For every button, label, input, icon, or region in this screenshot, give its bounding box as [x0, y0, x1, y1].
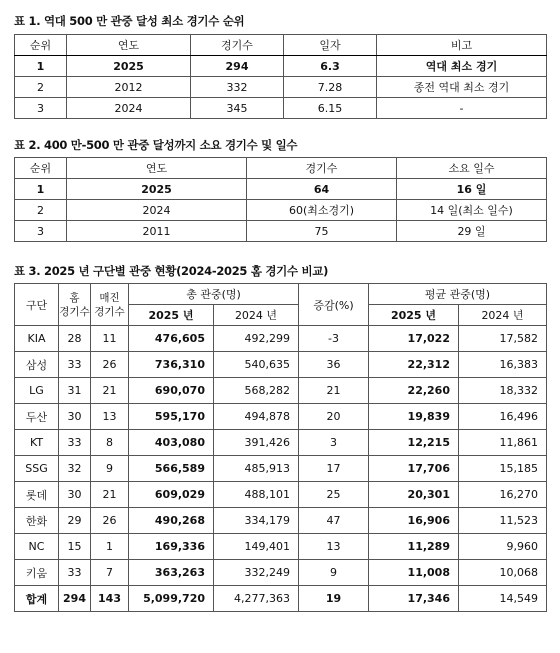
table-cell: 1 — [15, 179, 67, 200]
table-cell: 16,496 — [459, 404, 547, 430]
table-cell: 7 — [91, 560, 129, 586]
table-row — [15, 456, 547, 482]
table-cell: 595,170 — [129, 404, 214, 430]
table-cell: 11,523 — [459, 508, 547, 534]
table-cell: -3 — [299, 326, 369, 352]
table-cell: 11 — [91, 326, 129, 352]
table-cell: 488,101 — [214, 482, 299, 508]
table-cell: 2012 — [67, 77, 191, 98]
table-cell: 345 — [191, 98, 284, 119]
table-cell: 7.28 — [284, 77, 377, 98]
table2-header: 연도 — [67, 158, 247, 179]
table-cell: 29 — [59, 508, 91, 534]
table-cell: 33 — [59, 560, 91, 586]
table-cell: 169,336 — [129, 534, 214, 560]
table-cell: 종전 역대 최소 경기 — [377, 77, 547, 98]
table-cell: 1 — [15, 56, 67, 77]
table-cell: 26 — [91, 352, 129, 378]
table-cell: 14 일(최소 일수) — [397, 200, 547, 221]
table-cell: 두산 — [15, 404, 59, 430]
table-cell: 12,215 — [369, 430, 459, 456]
table-cell: 9,960 — [459, 534, 547, 560]
table-cell: 17,346 — [369, 586, 459, 612]
table-cell: 11,008 — [369, 560, 459, 586]
table-cell: NC — [15, 534, 59, 560]
table-cell: 11,861 — [459, 430, 547, 456]
table-cell: SSG — [15, 456, 59, 482]
table-cell: 21 — [91, 482, 129, 508]
table-cell: 25 — [299, 482, 369, 508]
table-cell: - — [377, 98, 547, 119]
table-cell: 합계 — [15, 586, 59, 612]
table-cell: 492,299 — [214, 326, 299, 352]
table-row — [15, 221, 547, 242]
table-cell: 490,268 — [129, 508, 214, 534]
table-cell: 29 일 — [397, 221, 547, 242]
table-cell: 21 — [91, 378, 129, 404]
table-cell: 15 — [59, 534, 91, 560]
table-cell: 17 — [299, 456, 369, 482]
header-line: 경기수 — [59, 305, 90, 318]
table-cell: 13 — [91, 404, 129, 430]
table1 — [14, 34, 547, 119]
table-cell: 2025 — [67, 56, 191, 77]
table-cell: 403,080 — [129, 430, 214, 456]
table2-header-row — [15, 158, 547, 179]
table-cell: 28 — [59, 326, 91, 352]
table3-header-sellout — [91, 284, 129, 326]
table-cell: KT — [15, 430, 59, 456]
table-cell: 566,589 — [129, 456, 214, 482]
table-cell: 30 — [59, 482, 91, 508]
table-cell: 3 — [15, 221, 67, 242]
table1-header-row — [15, 35, 547, 56]
table-row — [15, 430, 547, 456]
table3-header-total-2025: 2025 년 — [129, 305, 214, 326]
table-cell: 32 — [59, 456, 91, 482]
table-cell: 22,312 — [369, 352, 459, 378]
table3-header-change: 증감(%) — [299, 284, 369, 326]
table-cell: 476,605 — [129, 326, 214, 352]
table-row — [15, 560, 547, 586]
table-cell: 568,282 — [214, 378, 299, 404]
table3-caption: 표 3. 2025 년 구단별 관중 현황(2024-2025 홈 경기수 비교) — [14, 264, 329, 278]
table-cell: 9 — [91, 456, 129, 482]
table-cell: 2 — [15, 200, 67, 221]
table-cell: 690,070 — [129, 378, 214, 404]
table-cell: 16,270 — [459, 482, 547, 508]
table-cell: 14,549 — [459, 586, 547, 612]
table-cell: 149,401 — [214, 534, 299, 560]
table-cell: 47 — [299, 508, 369, 534]
table-cell: 2024 — [67, 98, 191, 119]
table-cell: 143 — [91, 586, 129, 612]
table-cell: 64 — [247, 179, 397, 200]
table-cell: LG — [15, 378, 59, 404]
table-cell: 15,185 — [459, 456, 547, 482]
table-cell: 30 — [59, 404, 91, 430]
header-line: 경기수 — [94, 305, 125, 318]
table-cell: 2024 — [67, 200, 247, 221]
table3-header-total-2024: 2024 년 — [214, 305, 299, 326]
table-cell: 8 — [91, 430, 129, 456]
table-cell: 26 — [91, 508, 129, 534]
table1-header: 연도 — [67, 35, 191, 56]
table-cell: 롯데 — [15, 482, 59, 508]
table3-header-avg-2025: 2025 년 — [369, 305, 459, 326]
table3 — [14, 283, 547, 612]
table-cell: 20 — [299, 404, 369, 430]
table-cell: 2025 — [67, 179, 247, 200]
table-cell: 6.3 — [284, 56, 377, 77]
table-cell: 60(최소경기) — [247, 200, 397, 221]
table-cell: 540,635 — [214, 352, 299, 378]
table-cell: 6.15 — [284, 98, 377, 119]
table-cell: 736,310 — [129, 352, 214, 378]
table3-header-team: 구단 — [15, 284, 59, 326]
table-row — [15, 200, 547, 221]
table-cell: 16 일 — [397, 179, 547, 200]
table-cell: 역대 최소 경기 — [377, 56, 547, 77]
table1-header: 비고 — [377, 35, 547, 56]
table3-body — [15, 326, 547, 612]
table-cell: 33 — [59, 352, 91, 378]
table-cell: 3 — [15, 98, 67, 119]
table-cell: 22,260 — [369, 378, 459, 404]
header-line: 홈 — [69, 291, 80, 304]
table-cell: 16,383 — [459, 352, 547, 378]
table3-header-average: 평균 관중(명) — [369, 284, 547, 305]
table-cell: 2 — [15, 77, 67, 98]
table-cell: 19 — [299, 586, 369, 612]
table3-header-total: 총 관중(명) — [129, 284, 299, 305]
table-cell: 19,839 — [369, 404, 459, 430]
table-cell: 31 — [59, 378, 91, 404]
table-cell: 11,289 — [369, 534, 459, 560]
table-row — [15, 404, 547, 430]
table-cell: 13 — [299, 534, 369, 560]
table-row — [15, 508, 547, 534]
table1-header: 순위 — [15, 35, 67, 56]
table-row — [15, 98, 547, 119]
table-cell: 3 — [299, 430, 369, 456]
table2-header: 순위 — [15, 158, 67, 179]
table-cell: 363,263 — [129, 560, 214, 586]
header-line: 매진 — [99, 291, 120, 304]
table3-header-home-games — [59, 284, 91, 326]
table-cell: 한화 — [15, 508, 59, 534]
table-cell: 332 — [191, 77, 284, 98]
table-cell: 33 — [59, 430, 91, 456]
table3-header-row — [15, 284, 547, 305]
table-cell: 18,332 — [459, 378, 547, 404]
table-row — [15, 482, 547, 508]
table-cell: 485,913 — [214, 456, 299, 482]
table-row — [15, 77, 547, 98]
table2-caption: 표 2. 400 만-500 만 관중 달성까지 소요 경기수 및 일수 — [14, 138, 298, 152]
table-cell: 키움 — [15, 560, 59, 586]
table-row — [15, 56, 547, 77]
table-cell: 20,301 — [369, 482, 459, 508]
table-row — [15, 534, 547, 560]
table-cell: 삼성 — [15, 352, 59, 378]
table-cell: 2011 — [67, 221, 247, 242]
table-cell: 10,068 — [459, 560, 547, 586]
table2 — [14, 157, 547, 242]
table-cell: 294 — [191, 56, 284, 77]
table-cell: 334,179 — [214, 508, 299, 534]
table-cell: 36 — [299, 352, 369, 378]
table-total-row — [15, 586, 547, 612]
table-row — [15, 179, 547, 200]
table-cell: 391,426 — [214, 430, 299, 456]
table-cell: 17,022 — [369, 326, 459, 352]
table-row — [15, 352, 547, 378]
table-row — [15, 326, 547, 352]
table1-header: 일자 — [284, 35, 377, 56]
table-cell: 609,029 — [129, 482, 214, 508]
table-cell: 4,277,363 — [214, 586, 299, 612]
table2-header: 경기수 — [247, 158, 397, 179]
table-cell: KIA — [15, 326, 59, 352]
table-cell: 17,582 — [459, 326, 547, 352]
table-cell: 9 — [299, 560, 369, 586]
table-cell: 75 — [247, 221, 397, 242]
table-cell: 5,099,720 — [129, 586, 214, 612]
table-cell: 332,249 — [214, 560, 299, 586]
table-cell: 294 — [59, 586, 91, 612]
table-cell: 1 — [91, 534, 129, 560]
table3-header-avg-2024: 2024 년 — [459, 305, 547, 326]
table-cell: 494,878 — [214, 404, 299, 430]
table1-caption: 표 1. 역대 500 만 관중 달성 최소 경기수 순위 — [14, 14, 245, 28]
table2-header: 소요 일수 — [397, 158, 547, 179]
table-cell: 21 — [299, 378, 369, 404]
table-cell: 16,906 — [369, 508, 459, 534]
table-cell: 17,706 — [369, 456, 459, 482]
table-row — [15, 378, 547, 404]
table1-header: 경기수 — [191, 35, 284, 56]
